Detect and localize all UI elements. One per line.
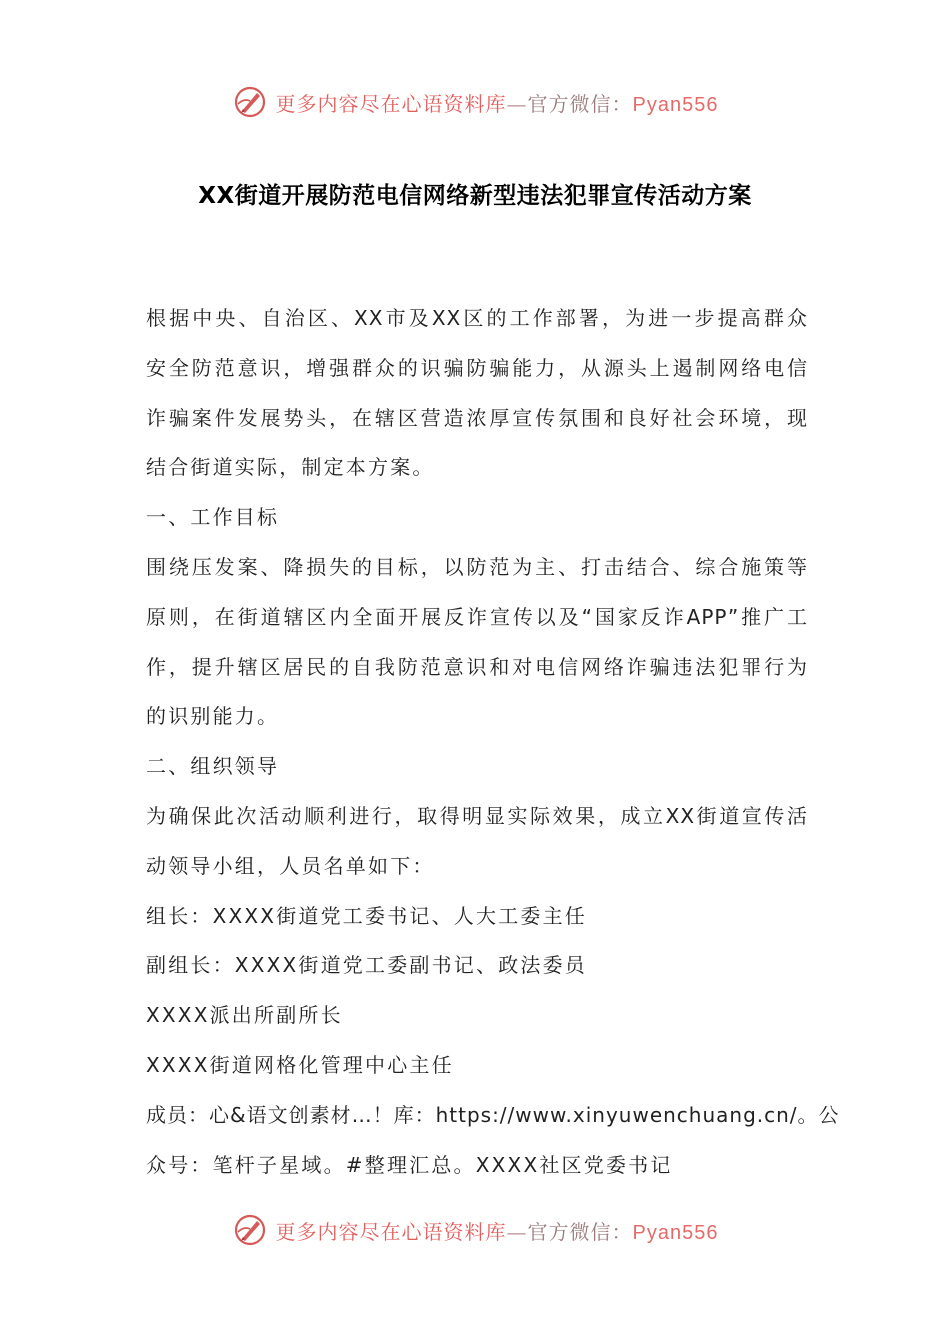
watermark-brand: 更多内容尽在心语资料库 bbox=[275, 1219, 507, 1244]
body-line: 成员：心&语文创素材…！库：https://www.xinyuwenchuang.cn/。公 bbox=[146, 1102, 840, 1127]
body-line: 二、组织领导 bbox=[146, 754, 280, 779]
body-line: XXXX街道网格化管理中心主任 bbox=[146, 1052, 454, 1077]
body-line: 众号：笔杆子星域。#整理汇总。XXXX社区党委书记 bbox=[146, 1152, 673, 1177]
watermark-dash: — bbox=[506, 1219, 528, 1244]
body-line: 作，提升辖区居民的自我防范意识和对电信网络诈骗违法犯罪行为 bbox=[146, 654, 808, 679]
watermark-account: Pyan556 bbox=[632, 1221, 719, 1244]
body-line: XXXX派出所副所长 bbox=[146, 1003, 343, 1028]
body-line: 安全防范意识，增强群众的识骗防骗能力，从源头上遏制网络电信 bbox=[146, 355, 808, 380]
header-watermark bbox=[0, 80, 950, 124]
body-line: 原则，在街道辖区内全面开展反诈宣传以及“国家反诈APP”推广工 bbox=[146, 604, 808, 629]
document-body bbox=[146, 294, 840, 1190]
body-line: 根据中央、自治区、XX市及XX区的工作部署，为进一步提高群众 bbox=[146, 306, 808, 330]
body-line: 动领导小组，人员名单如下： bbox=[146, 853, 435, 878]
body-line: 一、工作目标 bbox=[146, 505, 280, 530]
body-line: 的识别能力。 bbox=[146, 704, 280, 729]
pen-nib-logo-icon bbox=[232, 1212, 268, 1248]
watermark-text bbox=[276, 88, 719, 117]
document-title: XX街道开展防范电信网络新型违法犯罪宣传活动方案 bbox=[198, 183, 752, 209]
body-line: 组长：XXXX街道党工委书记、人大工委主任 bbox=[146, 903, 588, 928]
body-line: 诈骗案件发展势头，在辖区营造浓厚宣传氛围和良好社会环境，现 bbox=[146, 405, 808, 430]
footer-watermark bbox=[0, 1208, 950, 1252]
body-line: 围绕压发案、降损失的目标，以防范为主、打击结合、综合施策等 bbox=[146, 554, 808, 579]
watermark-dash: — bbox=[506, 91, 528, 116]
pen-nib-logo-icon bbox=[232, 84, 268, 120]
watermark-official-label: 官方微信： bbox=[527, 91, 633, 116]
watermark-brand: 更多内容尽在心语资料库 bbox=[275, 91, 507, 116]
watermark-text bbox=[276, 1216, 719, 1245]
body-line: 结合街道实际，制定本方案。 bbox=[146, 455, 435, 480]
watermark-account: Pyan556 bbox=[632, 93, 719, 116]
watermark-official-label: 官方微信： bbox=[527, 1219, 633, 1244]
body-line: 为确保此次活动顺利进行，取得明显实际效果，成立XX街道宣传活 bbox=[146, 803, 808, 828]
body-line: 副组长：XXXX街道党工委副书记、政法委员 bbox=[146, 953, 588, 978]
